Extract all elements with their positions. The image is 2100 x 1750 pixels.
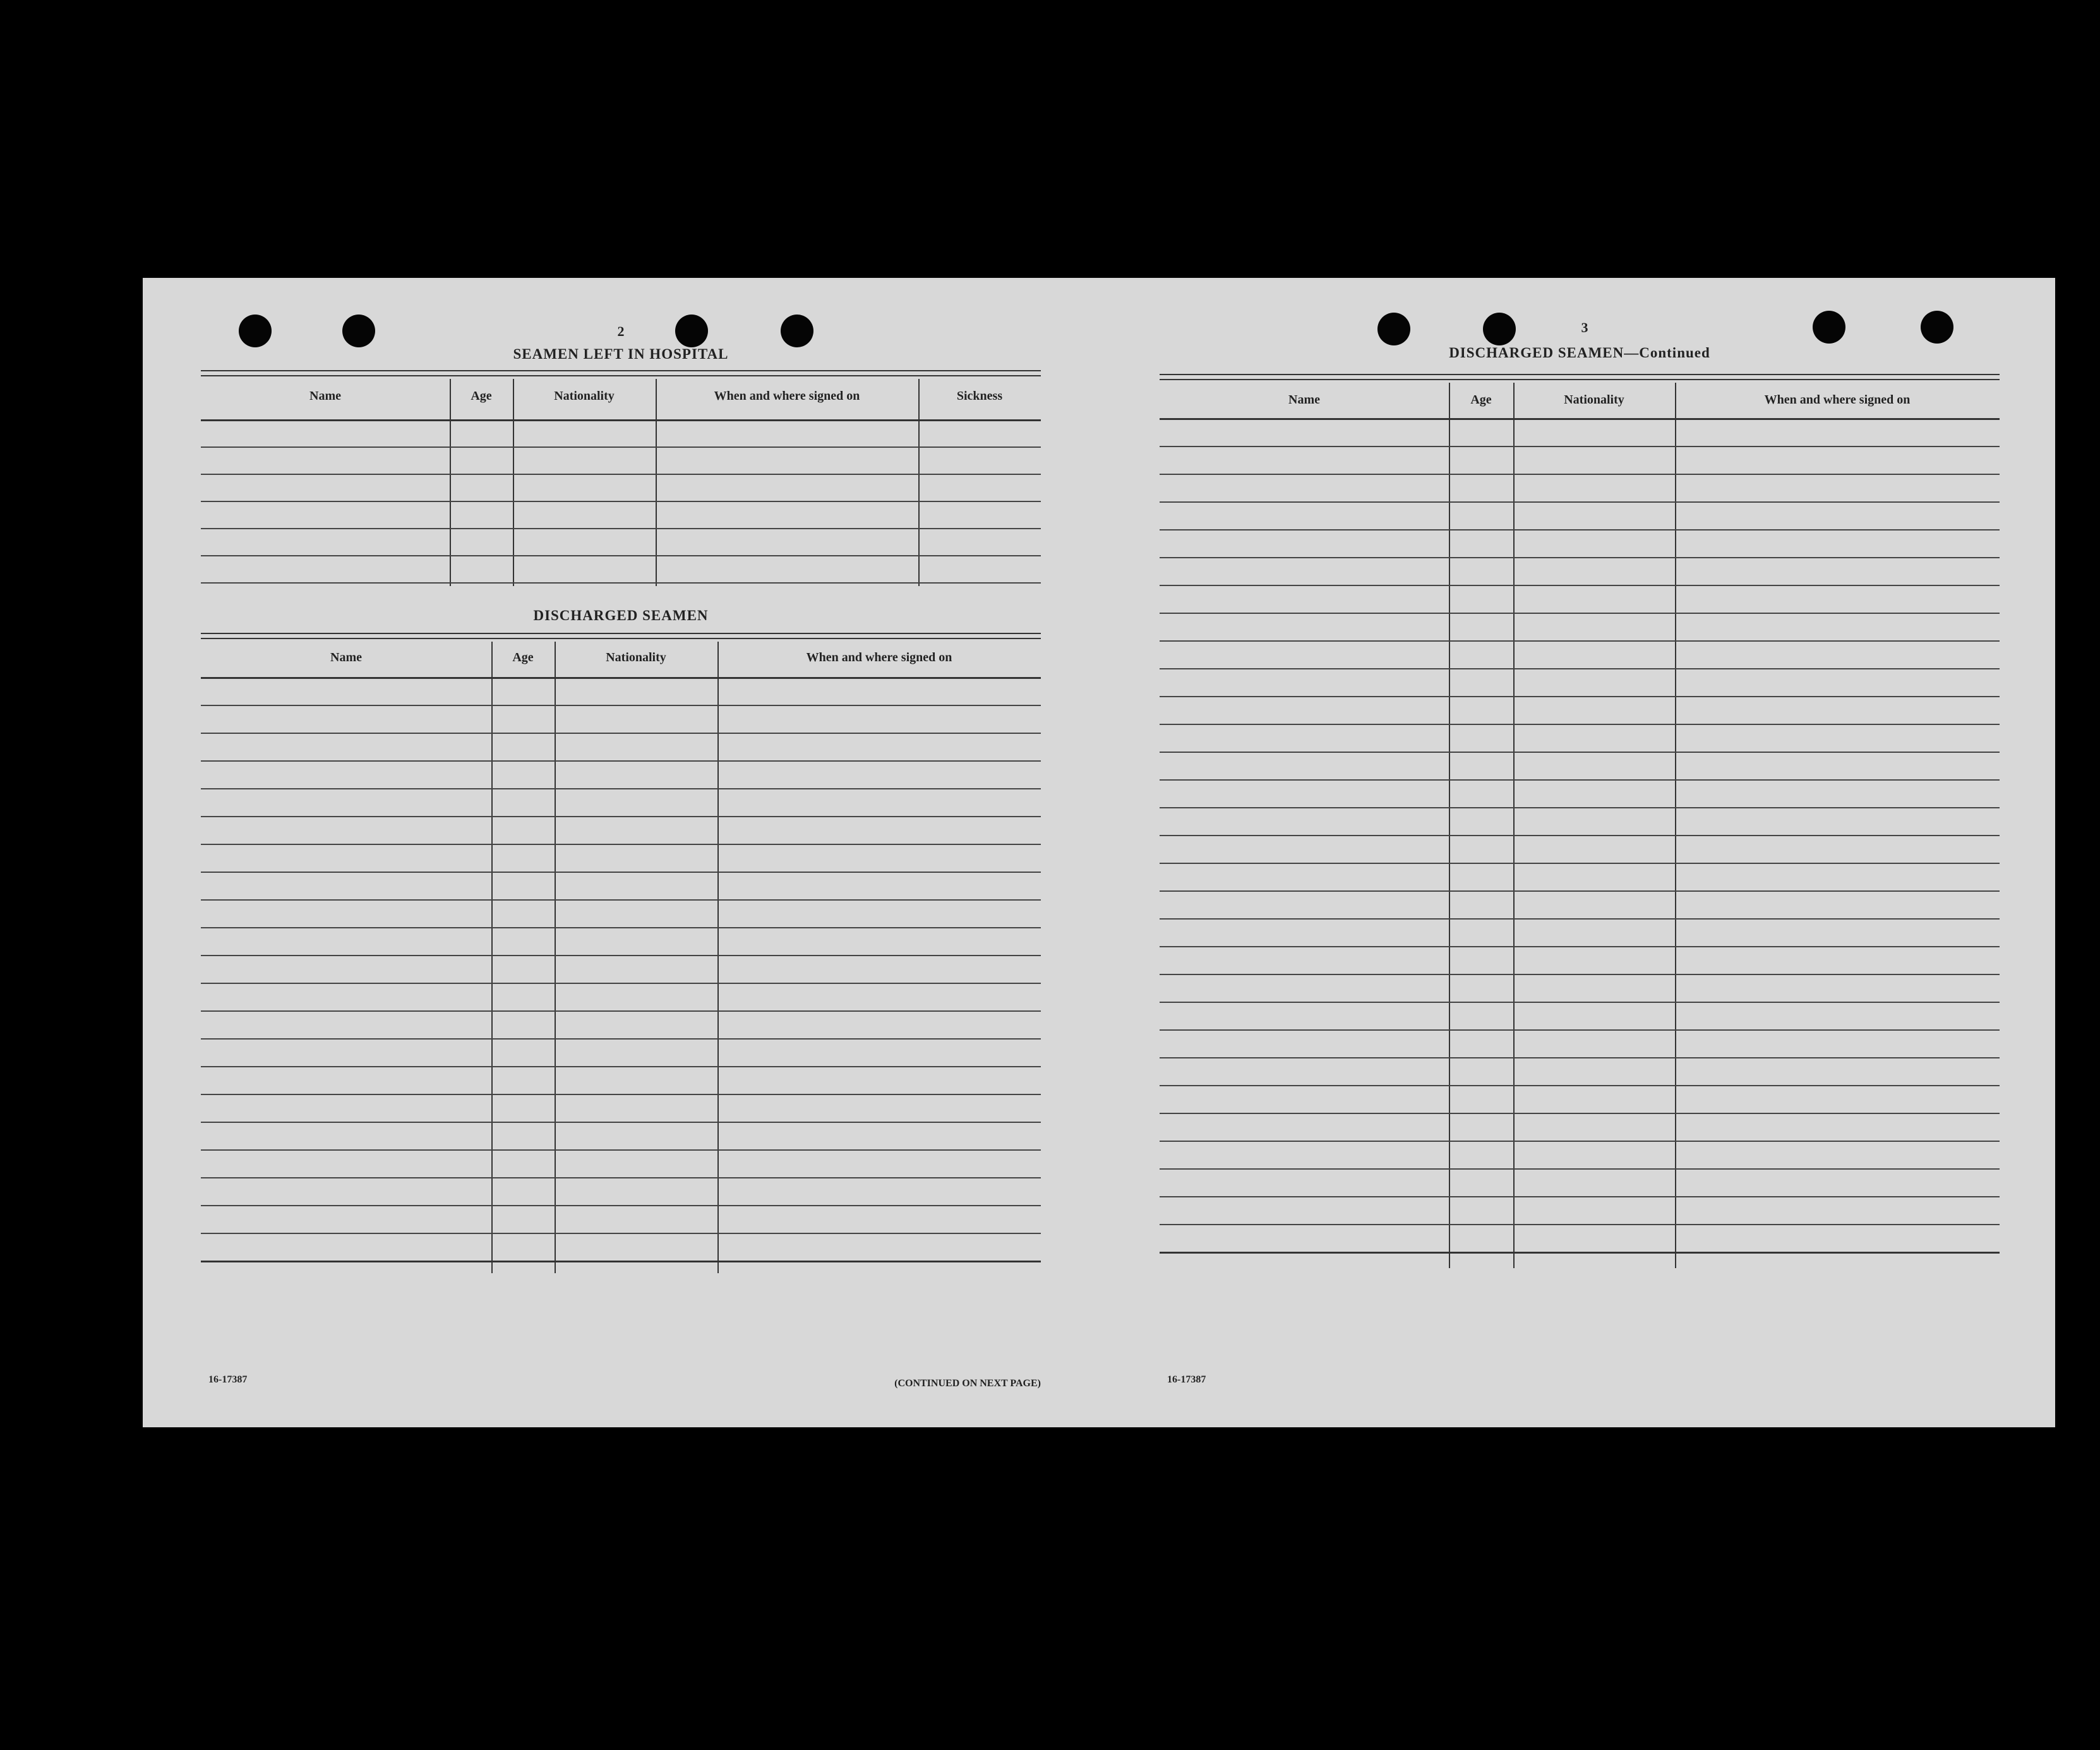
row-rule <box>201 474 1041 475</box>
row-rule <box>201 582 1041 584</box>
row-rule <box>1160 1224 2000 1225</box>
row-rule <box>1160 1113 2000 1114</box>
discharged-continued-table <box>1160 383 2000 1268</box>
row-rule <box>201 899 1041 901</box>
hospital-table <box>201 379 1041 586</box>
header-nationality: Nationality <box>554 389 615 403</box>
header-age: Age <box>1470 393 1492 407</box>
row-rule <box>201 555 1041 556</box>
row-rule <box>201 1149 1041 1151</box>
row-rule <box>201 1038 1041 1040</box>
form-number: 16-17387 <box>1167 1374 1206 1385</box>
row-rule <box>201 446 1041 448</box>
row-rule <box>1160 946 2000 947</box>
row-rule <box>201 927 1041 928</box>
row-rule <box>201 705 1041 706</box>
header-name: Name <box>330 650 362 664</box>
row-rule <box>201 760 1041 762</box>
row-rule <box>201 1177 1041 1178</box>
row-rule <box>1160 1252 2000 1254</box>
row-rule <box>201 528 1041 529</box>
row-rule <box>1160 752 2000 753</box>
header-rule <box>201 677 1041 679</box>
header-signed-on: When and where signed on <box>806 650 952 664</box>
row-rule <box>1160 1002 2000 1003</box>
header-nationality: Nationality <box>1564 393 1624 407</box>
row-rule <box>1160 724 2000 725</box>
row-rule <box>1160 474 2000 475</box>
row-rule <box>1160 1029 2000 1031</box>
column-divider <box>1449 383 1450 1268</box>
form-number: 16-17387 <box>208 1374 248 1385</box>
page-number: 3 <box>1581 320 1588 335</box>
header-name: Name <box>309 389 341 403</box>
column-divider <box>555 642 556 1273</box>
row-rule <box>1160 613 2000 614</box>
header-age: Age <box>471 389 492 403</box>
row-rule <box>1160 779 2000 781</box>
double-rule <box>201 370 1041 376</box>
row-rule <box>1160 640 2000 642</box>
header-nationality: Nationality <box>606 650 666 664</box>
row-rule <box>1160 1168 2000 1170</box>
row-rule <box>1160 863 2000 864</box>
header-rule <box>1160 418 2000 420</box>
row-rule <box>201 733 1041 734</box>
discharged-table <box>201 642 1041 1273</box>
row-rule <box>1160 585 2000 586</box>
column-divider <box>491 642 493 1273</box>
row-rule <box>201 1233 1041 1234</box>
form-sheet <box>143 278 2055 1427</box>
row-rule <box>201 844 1041 845</box>
row-rule <box>1160 557 2000 558</box>
column-divider <box>1675 383 1676 1268</box>
row-rule <box>1160 668 2000 669</box>
header-sickness: Sickness <box>956 389 1003 403</box>
header-age: Age <box>512 650 534 664</box>
column-divider <box>1513 383 1515 1268</box>
row-rule <box>1160 835 2000 836</box>
row-rule <box>1160 501 2000 503</box>
row-rule <box>1160 1057 2000 1058</box>
column-divider <box>717 642 719 1273</box>
row-rule <box>1160 446 2000 447</box>
row-rule <box>201 983 1041 984</box>
header-signed-on: When and where signed on <box>1764 393 1911 407</box>
row-rule <box>1160 974 2000 975</box>
row-rule <box>1160 807 2000 808</box>
header-rule <box>201 419 1041 421</box>
row-rule <box>1160 1085 2000 1086</box>
row-rule <box>201 1205 1041 1206</box>
row-rule <box>1160 529 2000 530</box>
row-rule <box>201 788 1041 789</box>
double-rule <box>201 633 1041 639</box>
page-number: 2 <box>617 323 625 339</box>
discharged-continued-title: DISCHARGED SEAMEN—Continued <box>1449 345 1710 361</box>
hospital-section-title: SEAMEN LEFT IN HOSPITAL <box>513 346 729 362</box>
row-rule <box>1160 1196 2000 1197</box>
row-rule <box>201 816 1041 817</box>
row-rule <box>201 1261 1041 1262</box>
continued-note: (CONTINUED ON NEXT PAGE) <box>894 1378 1041 1389</box>
row-rule <box>1160 890 2000 892</box>
row-rule <box>1160 1141 2000 1142</box>
row-rule <box>201 1066 1041 1067</box>
row-rule <box>201 1122 1041 1123</box>
row-rule <box>1160 696 2000 697</box>
double-rule <box>1160 374 2000 380</box>
row-rule <box>201 955 1041 956</box>
right-page <box>1160 278 2000 1427</box>
left-page <box>201 278 1041 1427</box>
header-signed-on: When and where signed on <box>714 389 860 403</box>
row-rule <box>201 501 1041 502</box>
row-rule <box>1160 918 2000 920</box>
header-name: Name <box>1288 393 1320 407</box>
row-rule <box>201 1010 1041 1012</box>
row-rule <box>201 872 1041 873</box>
discharged-section-title: DISCHARGED SEAMEN <box>533 608 709 623</box>
row-rule <box>201 1094 1041 1095</box>
